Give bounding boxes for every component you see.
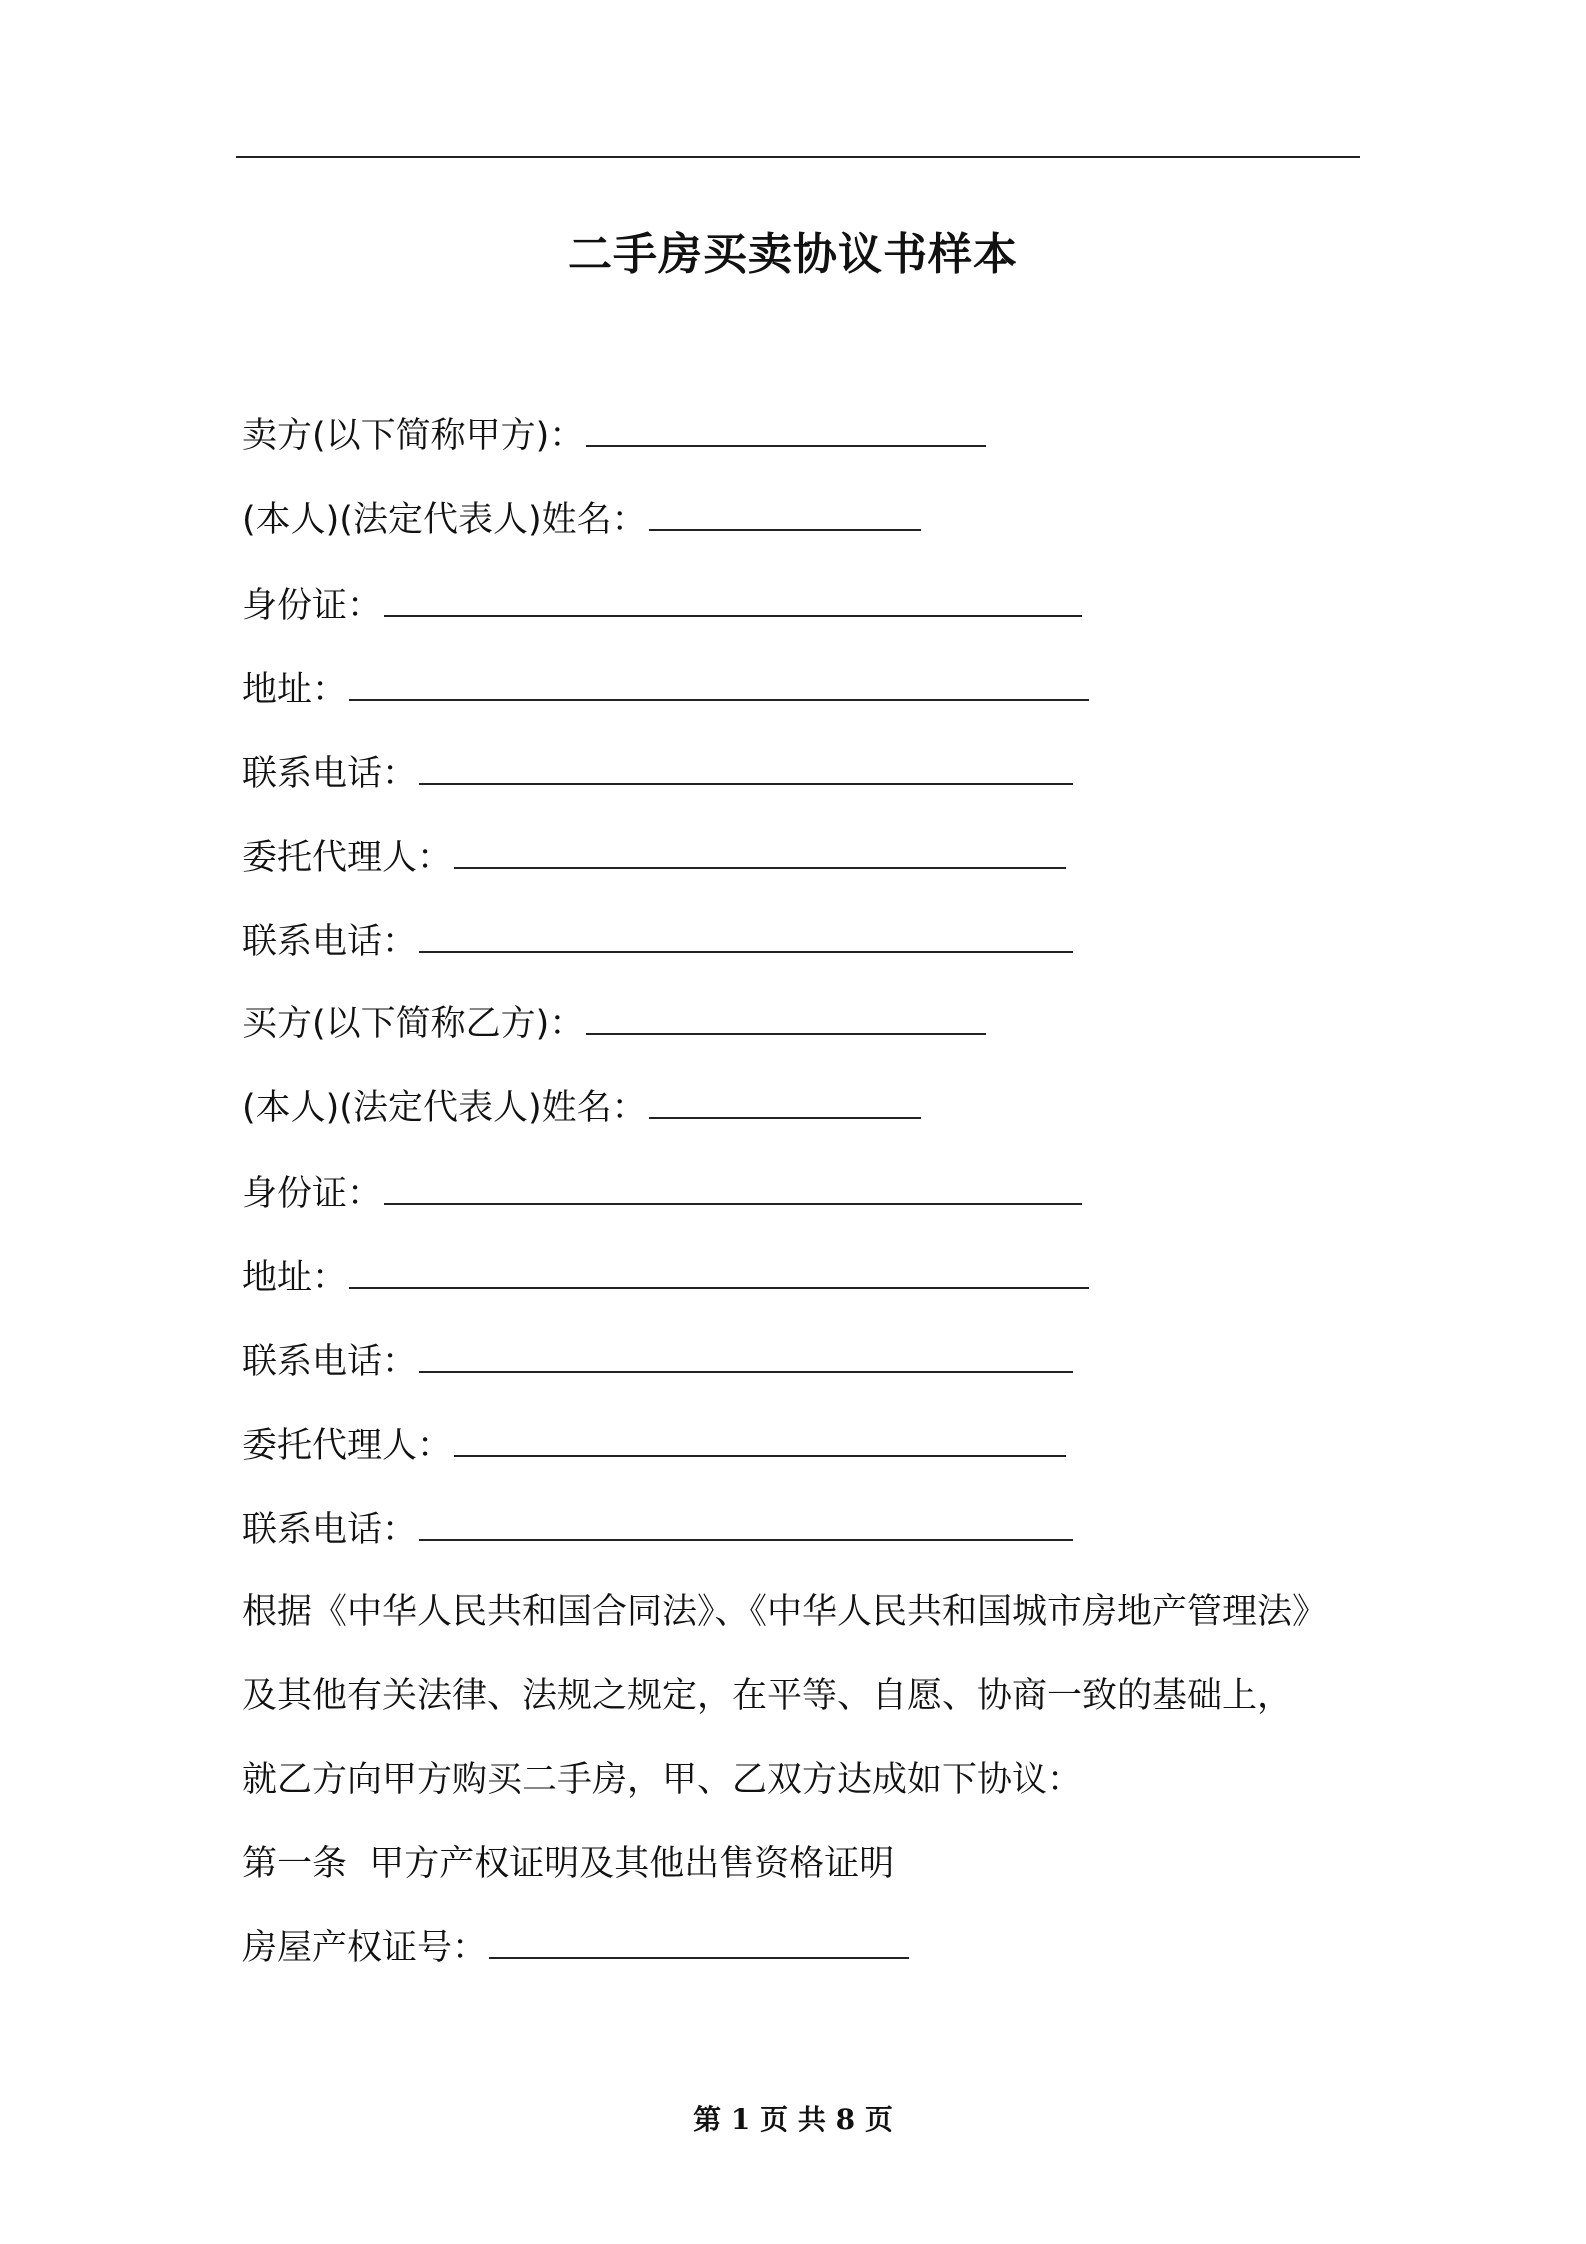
article-1-heading: 第一条 甲方产权证明及其他出售资格证明	[242, 1844, 895, 1884]
preamble-line-1: 根据《中华人民共和国合同法》、《中华人民共和国城市房地产管理法》	[242, 1592, 1328, 1632]
buyer-label: 买方(以下简称乙方)：	[242, 1004, 585, 1044]
seller-id-label: 身份证：	[242, 586, 383, 626]
seller-id-line	[242, 582, 1082, 630]
preamble-line-3: 就乙方向甲方购买二手房，甲、乙双方达成如下协议：	[242, 1760, 1083, 1800]
seller-agent-phone-line	[242, 918, 1073, 966]
buyer-agent-phone-blank[interactable]	[419, 1539, 1073, 1541]
seller-phone-label: 联系电话：	[242, 754, 418, 794]
seller-blank[interactable]	[586, 445, 986, 447]
seller-agent-phone-blank[interactable]	[419, 951, 1073, 953]
buyer-address-blank[interactable]	[349, 1287, 1089, 1289]
seller-address-label: 地址：	[242, 670, 348, 710]
buyer-id-blank[interactable]	[384, 1203, 1082, 1205]
seller-agent-line	[242, 834, 1066, 882]
buyer-line	[242, 1000, 986, 1048]
certificate-blank[interactable]	[489, 1957, 909, 1959]
buyer-name-blank[interactable]	[649, 1117, 921, 1119]
buyer-name-label: (本人)(法定代表人)姓名：	[242, 1088, 647, 1128]
page-number: 第 1 页 共 8 页	[693, 2103, 893, 2136]
document-title: 二手房买卖协议书样本	[568, 229, 1018, 280]
seller-address-blank[interactable]	[349, 699, 1089, 701]
seller-agent-phone-label: 联系电话：	[242, 922, 418, 962]
buyer-phone-label: 联系电话：	[242, 1342, 418, 1382]
buyer-id-line	[242, 1170, 1082, 1218]
certificate-line	[242, 1924, 909, 1972]
seller-name-blank[interactable]	[649, 529, 921, 531]
buyer-phone-line	[242, 1338, 1073, 1386]
seller-id-blank[interactable]	[384, 615, 1082, 617]
seller-agent-blank[interactable]	[454, 867, 1066, 869]
preamble-line-2: 及其他有关法律、法规之规定，在平等、自愿、协商一致的基础上，	[242, 1676, 1293, 1716]
buyer-agent-phone-line	[242, 1506, 1073, 1554]
seller-phone-line	[242, 750, 1073, 798]
buyer-address-line	[242, 1254, 1089, 1302]
buyer-agent-label: 委托代理人：	[242, 1426, 453, 1466]
certificate-label: 房屋产权证号：	[242, 1928, 488, 1968]
buyer-address-label: 地址：	[242, 1258, 348, 1298]
seller-label: 卖方(以下简称甲方)：	[242, 416, 585, 456]
seller-name-label: (本人)(法定代表人)姓名：	[242, 500, 647, 540]
buyer-id-label: 身份证：	[242, 1174, 383, 1214]
buyer-agent-blank[interactable]	[454, 1455, 1066, 1457]
seller-name-line	[242, 496, 921, 544]
buyer-phone-blank[interactable]	[419, 1371, 1073, 1373]
seller-phone-blank[interactable]	[419, 783, 1073, 785]
buyer-agent-line	[242, 1422, 1066, 1470]
seller-line	[242, 412, 986, 460]
seller-address-line	[242, 666, 1089, 714]
buyer-agent-phone-label: 联系电话：	[242, 1510, 418, 1550]
buyer-blank[interactable]	[586, 1033, 986, 1035]
header-rule	[236, 156, 1360, 158]
seller-agent-label: 委托代理人：	[242, 838, 453, 878]
buyer-name-line	[242, 1084, 921, 1132]
